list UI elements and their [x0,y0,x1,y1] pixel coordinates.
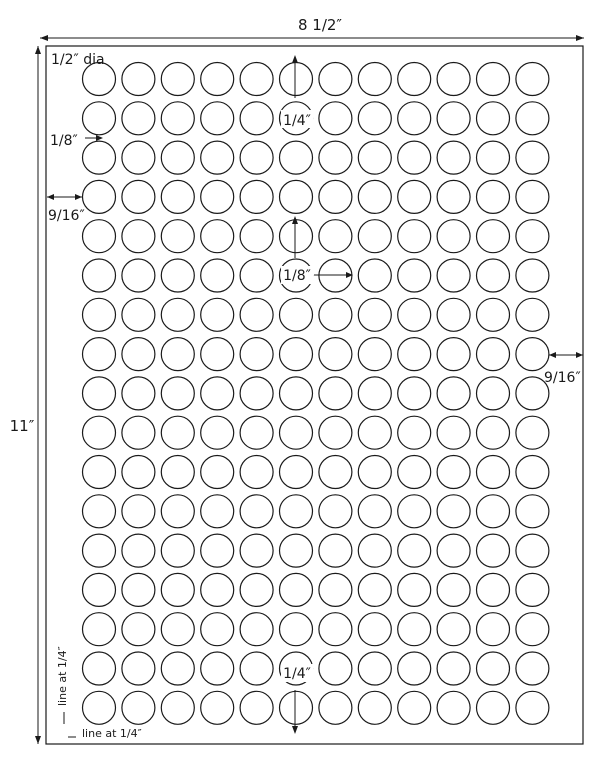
label-circle [122,377,155,410]
label-circle [477,652,510,685]
label-circle [437,63,470,96]
label-circle [358,495,391,528]
label-circle [398,259,431,292]
label-circle [83,298,116,331]
label-circle [437,141,470,174]
label-circle [240,495,273,528]
label-circle [516,495,549,528]
label-circle [161,259,194,292]
label-circle [477,338,510,371]
label-circle [240,534,273,567]
label-circle [161,63,194,96]
label-circle [477,102,510,135]
label-circle [319,652,352,685]
label-circle [398,338,431,371]
label-circle [161,102,194,135]
label-circle [240,652,273,685]
label-circle [161,220,194,253]
label-circle [358,259,391,292]
label-circle [319,613,352,646]
label-circle [122,534,155,567]
label-circle [319,456,352,489]
left-gap-label: 1/8″ [50,133,78,149]
label-circle [201,259,234,292]
label-circle [319,691,352,724]
label-circle [201,652,234,685]
label-circle [437,377,470,410]
label-circle [280,613,313,646]
label-circle [161,573,194,606]
label-circle [319,338,352,371]
label-circle [398,613,431,646]
label-circle [437,416,470,449]
label-circle [83,259,116,292]
label-circle [477,416,510,449]
label-circle [201,338,234,371]
label-circle [122,63,155,96]
label-circle [358,691,391,724]
label-circle [358,220,391,253]
top-margin-arrow [292,55,298,63]
label-circle [398,416,431,449]
label-circle [161,416,194,449]
label-circle [516,63,549,96]
label-circle [280,63,313,96]
label-circle [477,180,510,213]
label-circle [161,613,194,646]
label-circle [398,573,431,606]
label-circle [201,63,234,96]
label-circle [280,141,313,174]
label-circle [240,298,273,331]
label-circle [319,63,352,96]
label-circle [280,534,313,567]
label-circle [358,456,391,489]
label-circle [201,141,234,174]
label-circle [201,495,234,528]
label-circle [122,220,155,253]
label-circle [516,691,549,724]
label-circle [398,456,431,489]
top-margin-label: 1/4″ [283,113,311,129]
label-circle [516,613,549,646]
label-circle [161,456,194,489]
label-circle [83,338,116,371]
label-circle [280,416,313,449]
label-circle [358,102,391,135]
width-arrow-right [576,35,584,41]
label-circle [122,141,155,174]
label-circle [358,652,391,685]
label-circle [201,220,234,253]
right-margin-arrow-right [576,352,583,358]
label-circle [437,259,470,292]
label-diameter-text: 1/2″ dia [51,52,105,68]
label-circle [240,102,273,135]
label-circle [240,416,273,449]
label-circle [477,691,510,724]
label-circle [280,220,313,253]
label-circle [83,691,116,724]
right-margin-arrow-left [549,352,556,358]
label-circle [319,220,352,253]
label-circle [280,338,313,371]
label-circle [161,691,194,724]
label-circle [319,180,352,213]
label-circle [398,652,431,685]
bottom-margin-arrow [292,726,298,734]
label-circle [122,652,155,685]
label-circle [477,613,510,646]
label-circle [358,613,391,646]
label-circle [516,220,549,253]
label-circle [477,298,510,331]
label-circle [201,180,234,213]
label-circle [516,180,549,213]
label-circle [477,573,510,606]
label-circle [516,298,549,331]
label-circle [477,141,510,174]
label-circle [477,259,510,292]
label-circle [437,298,470,331]
label-circle [398,534,431,567]
line-left-label: line at 1/4″ [56,646,69,706]
label-circle [161,652,194,685]
label-circle [122,259,155,292]
label-circle [516,141,549,174]
label-circle [201,102,234,135]
height-arrow-top [35,46,41,54]
label-circle [358,141,391,174]
right-margin-label: 9/16″ [544,370,581,386]
label-circle [83,495,116,528]
label-circle [122,416,155,449]
label-circle [437,691,470,724]
label-circle [201,691,234,724]
label-circle [280,298,313,331]
label-circle [358,534,391,567]
left-margin-arrow-left [47,194,54,200]
label-circle [437,338,470,371]
left-gap-arrow [96,135,103,141]
label-circle [201,416,234,449]
label-circle [240,180,273,213]
label-circle [240,63,273,96]
label-circle [398,377,431,410]
label-circle [398,63,431,96]
label-circle [280,495,313,528]
label-circle [201,377,234,410]
label-circle [437,573,470,606]
label-circle [477,377,510,410]
label-circle [83,613,116,646]
label-circle [83,102,116,135]
label-circle [83,180,116,213]
label-circle [201,573,234,606]
label-circle [161,338,194,371]
label-circle [280,456,313,489]
label-circle [398,691,431,724]
height-arrow-bottom [35,736,41,744]
label-circle [83,377,116,410]
sheet-height-label: 11″ [9,417,35,435]
label-circle [122,298,155,331]
label-circle [161,141,194,174]
label-circle [358,573,391,606]
label-circle [83,534,116,567]
label-circle [358,338,391,371]
width-arrow-left [40,35,48,41]
label-circle [201,298,234,331]
label-circle [437,652,470,685]
label-circle [437,534,470,567]
line-bottom-label: line at 1/4″ [82,727,142,740]
label-circle [240,338,273,371]
label-circle [516,534,549,567]
label-circle [398,102,431,135]
label-circle [161,495,194,528]
label-circle [319,298,352,331]
label-circle [201,534,234,567]
label-circle [516,102,549,135]
label-circle [516,652,549,685]
label-circle [122,573,155,606]
label-circle [280,377,313,410]
label-circle [319,102,352,135]
label-circle [83,456,116,489]
label-circle [437,456,470,489]
label-circle [358,298,391,331]
label-circle [122,691,155,724]
label-circle [161,377,194,410]
label-circle [280,573,313,606]
label-circle [358,416,391,449]
label-circle [398,220,431,253]
left-margin-arrow-right [75,194,82,200]
label-circle [280,691,313,724]
label-circle [240,141,273,174]
label-circle [358,180,391,213]
left-margin-label: 9/16″ [48,208,85,224]
label-circle [240,573,273,606]
label-circle [83,141,116,174]
label-circle [122,495,155,528]
spacing-label: 1/8″ [283,268,311,284]
label-grid [83,63,549,725]
label-circle [201,456,234,489]
label-circle [398,180,431,213]
label-circle [516,456,549,489]
label-circle [319,534,352,567]
label-circle [319,573,352,606]
label-circle [516,416,549,449]
label-circle [83,416,116,449]
label-circle [477,456,510,489]
label-circle [240,691,273,724]
label-circle [122,180,155,213]
label-circle [516,573,549,606]
label-circle [437,613,470,646]
label-circle [516,259,549,292]
label-circle [83,220,116,253]
label-circle [477,220,510,253]
label-circle [477,495,510,528]
label-circle [240,377,273,410]
label-circle [83,573,116,606]
label-circle [161,298,194,331]
label-circle [398,495,431,528]
label-circle [358,377,391,410]
label-circle [240,259,273,292]
label-circle [122,338,155,371]
label-circle [358,63,391,96]
label-circle [122,613,155,646]
label-circle [240,456,273,489]
label-circle [280,180,313,213]
bottom-margin-label: 1/4″ [283,666,311,682]
label-circle [516,338,549,371]
label-circle [398,141,431,174]
label-circle [437,102,470,135]
label-circle [240,220,273,253]
label-circle [437,220,470,253]
label-circle [319,495,352,528]
label-circle [398,298,431,331]
label-circle [319,377,352,410]
label-circle [83,652,116,685]
sheet-width-label: 8 1/2″ [297,16,343,34]
label-circle [319,416,352,449]
label-circle [201,613,234,646]
label-circle [161,180,194,213]
label-circle [122,456,155,489]
label-circle [161,534,194,567]
label-circle [477,63,510,96]
label-circle [122,102,155,135]
label-circle [437,180,470,213]
label-circle [240,613,273,646]
label-circle [477,534,510,567]
label-circle [437,495,470,528]
label-circle [319,141,352,174]
